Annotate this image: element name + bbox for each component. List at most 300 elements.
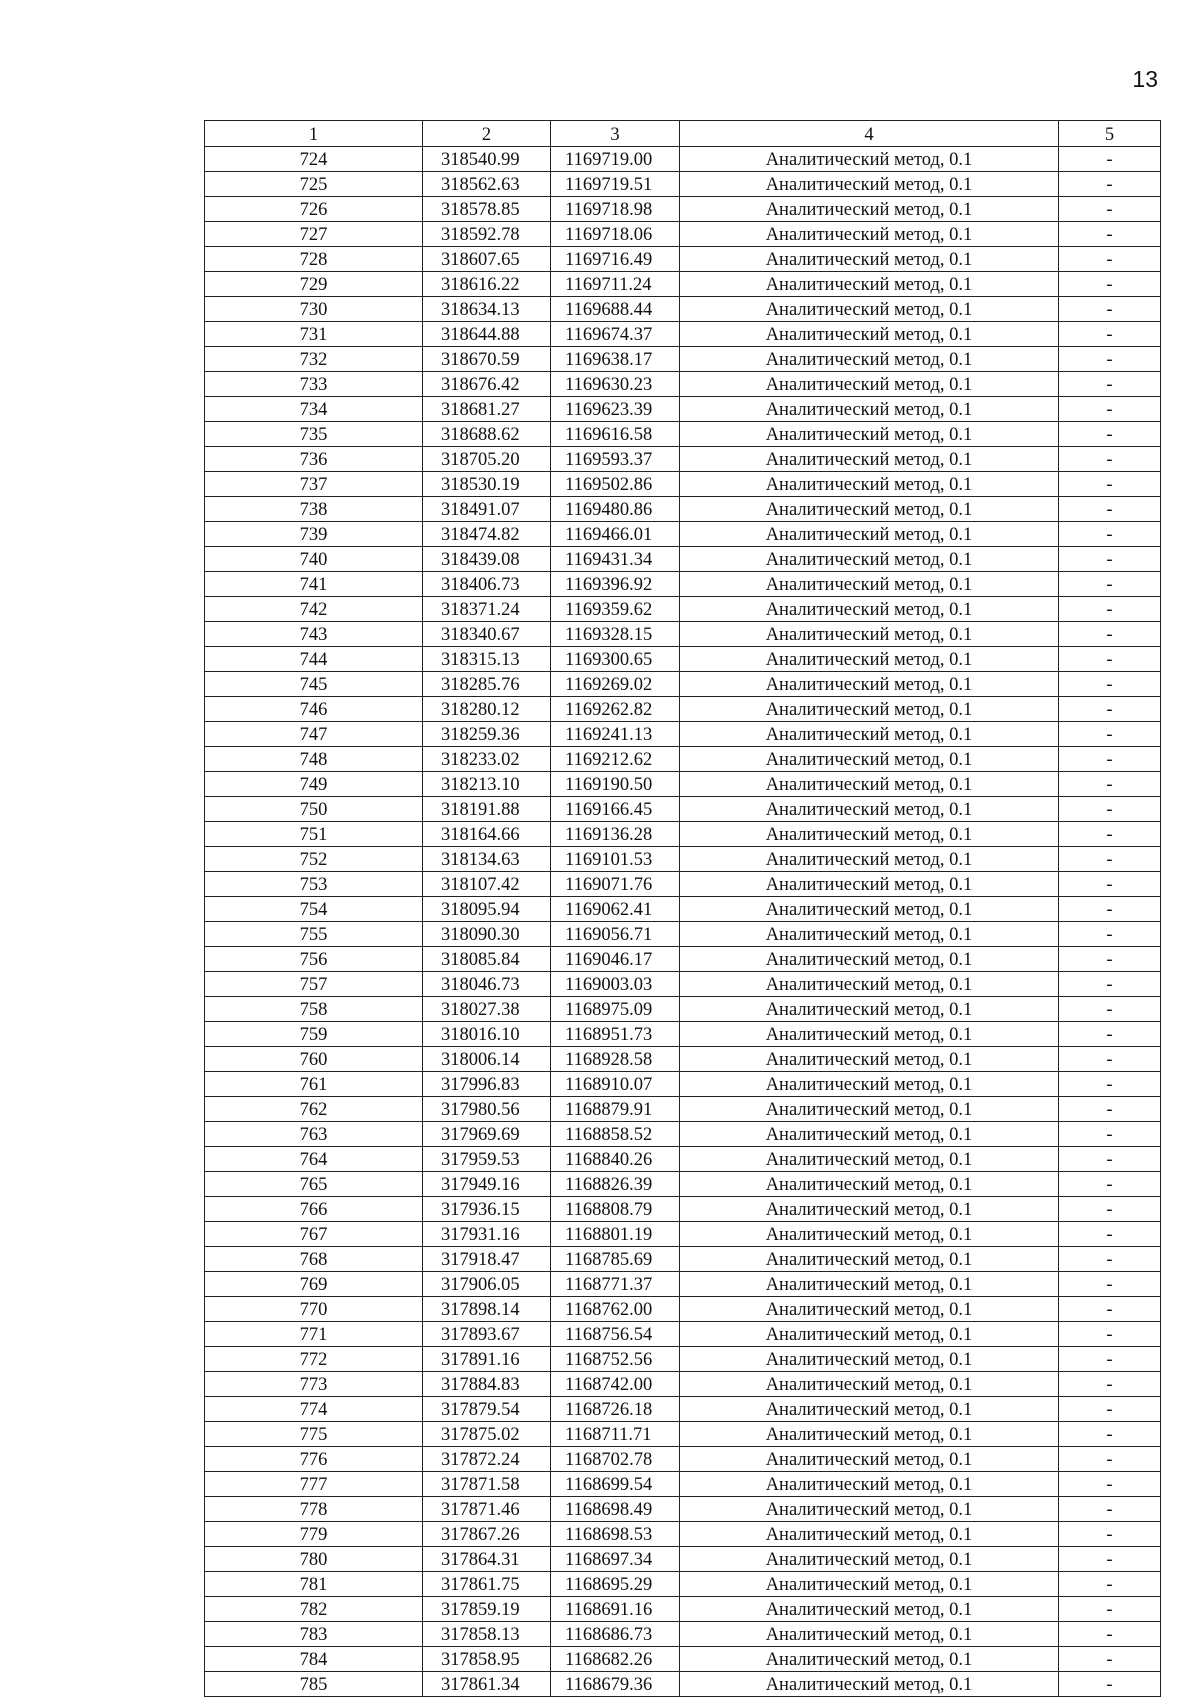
note-cell: - [1059, 372, 1161, 397]
x-coordinate-cell: 317949.16 [423, 1172, 551, 1197]
y-coordinate-cell: 1169718.06 [551, 222, 680, 247]
method-cell: Аналитический метод, 0.1 [680, 822, 1059, 847]
table-row [205, 1072, 1161, 1097]
y-coordinate-cell: 1168691.16 [551, 1597, 680, 1622]
x-coordinate-cell: 318578.85 [423, 197, 551, 222]
method-cell: Аналитический метод, 0.1 [680, 247, 1059, 272]
y-coordinate-cell: 1169136.28 [551, 822, 680, 847]
table-row [205, 1322, 1161, 1347]
point-number-cell: 739 [205, 522, 423, 547]
y-coordinate-cell: 1169166.45 [551, 797, 680, 822]
table-row [205, 172, 1161, 197]
y-coordinate-cell: 1168928.58 [551, 1047, 680, 1072]
note-cell: - [1059, 1097, 1161, 1122]
point-number-cell: 729 [205, 272, 423, 297]
x-coordinate-cell: 318085.84 [423, 947, 551, 972]
x-coordinate-cell: 318371.24 [423, 597, 551, 622]
x-coordinate-cell: 318562.63 [423, 172, 551, 197]
y-coordinate-cell: 1169359.62 [551, 597, 680, 622]
table-row [205, 1647, 1161, 1672]
x-coordinate-cell: 318315.13 [423, 647, 551, 672]
x-coordinate-cell: 318164.66 [423, 822, 551, 847]
point-number-cell: 774 [205, 1397, 423, 1422]
note-cell: - [1059, 1147, 1161, 1172]
x-coordinate-cell: 318607.65 [423, 247, 551, 272]
method-cell: Аналитический метод, 0.1 [680, 847, 1059, 872]
point-number-cell: 742 [205, 597, 423, 622]
note-cell: - [1059, 547, 1161, 572]
x-coordinate-cell: 317879.54 [423, 1397, 551, 1422]
table-row [205, 897, 1161, 922]
y-coordinate-cell: 1168698.49 [551, 1497, 680, 1522]
x-coordinate-cell: 318681.27 [423, 397, 551, 422]
table-row [205, 222, 1161, 247]
table-row [205, 497, 1161, 522]
method-cell: Аналитический метод, 0.1 [680, 197, 1059, 222]
x-coordinate-cell: 318592.78 [423, 222, 551, 247]
method-cell: Аналитический метод, 0.1 [680, 1497, 1059, 1522]
table-row [205, 1097, 1161, 1122]
point-number-cell: 761 [205, 1072, 423, 1097]
method-cell: Аналитический метод, 0.1 [680, 747, 1059, 772]
x-coordinate-cell: 318540.99 [423, 147, 551, 172]
method-cell: Аналитический метод, 0.1 [680, 422, 1059, 447]
note-cell: - [1059, 922, 1161, 947]
point-number-cell: 728 [205, 247, 423, 272]
header-col-2: 2 [423, 121, 551, 147]
y-coordinate-cell: 1168697.34 [551, 1547, 680, 1572]
table-row [205, 1172, 1161, 1197]
table-row [205, 1672, 1161, 1697]
table-row [205, 1147, 1161, 1172]
table-row [205, 422, 1161, 447]
note-cell: - [1059, 1297, 1161, 1322]
coordinates-table [204, 120, 1161, 1697]
y-coordinate-cell: 1168826.39 [551, 1172, 680, 1197]
y-coordinate-cell: 1169062.41 [551, 897, 680, 922]
y-coordinate-cell: 1169466.01 [551, 522, 680, 547]
table-row [205, 847, 1161, 872]
point-number-cell: 737 [205, 472, 423, 497]
y-coordinate-cell: 1169719.00 [551, 147, 680, 172]
note-cell: - [1059, 797, 1161, 822]
note-cell: - [1059, 272, 1161, 297]
method-cell: Аналитический метод, 0.1 [680, 522, 1059, 547]
note-cell: - [1059, 847, 1161, 872]
x-coordinate-cell: 318340.67 [423, 622, 551, 647]
method-cell: Аналитический метод, 0.1 [680, 272, 1059, 297]
point-number-cell: 724 [205, 147, 423, 172]
y-coordinate-cell: 1169396.92 [551, 572, 680, 597]
table-row [205, 1497, 1161, 1522]
note-cell: - [1059, 1372, 1161, 1397]
x-coordinate-cell: 318016.10 [423, 1022, 551, 1047]
table-row [205, 297, 1161, 322]
y-coordinate-cell: 1169056.71 [551, 922, 680, 947]
y-coordinate-cell: 1168808.79 [551, 1197, 680, 1222]
note-cell: - [1059, 1272, 1161, 1297]
note-cell: - [1059, 697, 1161, 722]
x-coordinate-cell: 317931.16 [423, 1222, 551, 1247]
point-number-cell: 775 [205, 1422, 423, 1447]
point-number-cell: 776 [205, 1447, 423, 1472]
point-number-cell: 746 [205, 697, 423, 722]
y-coordinate-cell: 1168762.00 [551, 1297, 680, 1322]
y-coordinate-cell: 1169711.24 [551, 272, 680, 297]
point-number-cell: 753 [205, 872, 423, 897]
point-number-cell: 782 [205, 1597, 423, 1622]
note-cell: - [1059, 1322, 1161, 1347]
y-coordinate-cell: 1169718.98 [551, 197, 680, 222]
x-coordinate-cell: 317884.83 [423, 1372, 551, 1397]
table-row [205, 797, 1161, 822]
table-row [205, 747, 1161, 772]
y-coordinate-cell: 1169269.02 [551, 672, 680, 697]
table-row [205, 997, 1161, 1022]
table-row [205, 322, 1161, 347]
x-coordinate-cell: 318090.30 [423, 922, 551, 947]
x-coordinate-cell: 317893.67 [423, 1322, 551, 1347]
method-cell: Аналитический метод, 0.1 [680, 1397, 1059, 1422]
note-cell: - [1059, 1172, 1161, 1197]
point-number-cell: 731 [205, 322, 423, 347]
method-cell: Аналитический метод, 0.1 [680, 1272, 1059, 1297]
x-coordinate-cell: 318491.07 [423, 497, 551, 522]
x-coordinate-cell: 317871.58 [423, 1472, 551, 1497]
point-number-cell: 741 [205, 572, 423, 597]
point-number-cell: 752 [205, 847, 423, 872]
table-row [205, 1422, 1161, 1447]
method-cell: Аналитический метод, 0.1 [680, 622, 1059, 647]
note-cell: - [1059, 1047, 1161, 1072]
table-row [205, 1547, 1161, 1572]
point-number-cell: 770 [205, 1297, 423, 1322]
method-cell: Аналитический метод, 0.1 [680, 1547, 1059, 1572]
note-cell: - [1059, 572, 1161, 597]
y-coordinate-cell: 1169716.49 [551, 247, 680, 272]
table-row [205, 522, 1161, 547]
method-cell: Аналитический метод, 0.1 [680, 1597, 1059, 1622]
table-row [205, 722, 1161, 747]
note-cell: - [1059, 522, 1161, 547]
y-coordinate-cell: 1168785.69 [551, 1247, 680, 1272]
y-coordinate-cell: 1168699.54 [551, 1472, 680, 1497]
table-row [205, 772, 1161, 797]
table-row [205, 347, 1161, 372]
note-cell: - [1059, 447, 1161, 472]
y-coordinate-cell: 1168702.78 [551, 1447, 680, 1472]
method-cell: Аналитический метод, 0.1 [680, 297, 1059, 322]
note-cell: - [1059, 947, 1161, 972]
table-header [205, 121, 1161, 147]
method-cell: Аналитический метод, 0.1 [680, 1172, 1059, 1197]
point-number-cell: 727 [205, 222, 423, 247]
table-row [205, 1247, 1161, 1272]
point-number-cell: 732 [205, 347, 423, 372]
x-coordinate-cell: 317898.14 [423, 1297, 551, 1322]
method-cell: Аналитический метод, 0.1 [680, 1197, 1059, 1222]
method-cell: Аналитический метод, 0.1 [680, 1297, 1059, 1322]
x-coordinate-cell: 318406.73 [423, 572, 551, 597]
table-row [205, 1472, 1161, 1497]
x-coordinate-cell: 318259.36 [423, 722, 551, 747]
note-cell: - [1059, 1672, 1161, 1697]
point-number-cell: 771 [205, 1322, 423, 1347]
note-cell: - [1059, 672, 1161, 697]
y-coordinate-cell: 1168801.19 [551, 1222, 680, 1247]
x-coordinate-cell: 318670.59 [423, 347, 551, 372]
table-row [205, 822, 1161, 847]
x-coordinate-cell: 317906.05 [423, 1272, 551, 1297]
y-coordinate-cell: 1169480.86 [551, 497, 680, 522]
table-row [205, 647, 1161, 672]
y-coordinate-cell: 1169674.37 [551, 322, 680, 347]
y-coordinate-cell: 1169719.51 [551, 172, 680, 197]
point-number-cell: 751 [205, 822, 423, 847]
note-cell: - [1059, 772, 1161, 797]
method-cell: Аналитический метод, 0.1 [680, 697, 1059, 722]
y-coordinate-cell: 1169593.37 [551, 447, 680, 472]
note-cell: - [1059, 222, 1161, 247]
y-coordinate-cell: 1169046.17 [551, 947, 680, 972]
table-row [205, 1447, 1161, 1472]
y-coordinate-cell: 1168686.73 [551, 1622, 680, 1647]
x-coordinate-cell: 317864.31 [423, 1547, 551, 1572]
table-row [205, 947, 1161, 972]
x-coordinate-cell: 318191.88 [423, 797, 551, 822]
method-cell: Аналитический метод, 0.1 [680, 1147, 1059, 1172]
note-cell: - [1059, 597, 1161, 622]
x-coordinate-cell: 317969.69 [423, 1122, 551, 1147]
table-row [205, 1347, 1161, 1372]
note-cell: - [1059, 822, 1161, 847]
note-cell: - [1059, 172, 1161, 197]
y-coordinate-cell: 1169630.23 [551, 372, 680, 397]
x-coordinate-cell: 318027.38 [423, 997, 551, 1022]
point-number-cell: 750 [205, 797, 423, 822]
table-row [205, 372, 1161, 397]
table-row [205, 1122, 1161, 1147]
note-cell: - [1059, 1422, 1161, 1447]
y-coordinate-cell: 1168695.29 [551, 1572, 680, 1597]
table-row [205, 1272, 1161, 1297]
note-cell: - [1059, 622, 1161, 647]
note-cell: - [1059, 497, 1161, 522]
note-cell: - [1059, 347, 1161, 372]
x-coordinate-cell: 317872.24 [423, 1447, 551, 1472]
method-cell: Аналитический метод, 0.1 [680, 1122, 1059, 1147]
note-cell: - [1059, 1347, 1161, 1372]
table-row [205, 622, 1161, 647]
point-number-cell: 754 [205, 897, 423, 922]
x-coordinate-cell: 317891.16 [423, 1347, 551, 1372]
point-number-cell: 765 [205, 1172, 423, 1197]
method-cell: Аналитический метод, 0.1 [680, 1347, 1059, 1372]
point-number-cell: 759 [205, 1022, 423, 1047]
method-cell: Аналитический метод, 0.1 [680, 372, 1059, 397]
note-cell: - [1059, 1522, 1161, 1547]
note-cell: - [1059, 747, 1161, 772]
method-cell: Аналитический метод, 0.1 [680, 647, 1059, 672]
method-cell: Аналитический метод, 0.1 [680, 597, 1059, 622]
x-coordinate-cell: 318644.88 [423, 322, 551, 347]
method-cell: Аналитический метод, 0.1 [680, 772, 1059, 797]
note-cell: - [1059, 647, 1161, 672]
x-coordinate-cell: 318439.08 [423, 547, 551, 572]
x-coordinate-cell: 318530.19 [423, 472, 551, 497]
x-coordinate-cell: 317859.19 [423, 1597, 551, 1622]
table-row [205, 247, 1161, 272]
note-cell: - [1059, 1397, 1161, 1422]
y-coordinate-cell: 1169623.39 [551, 397, 680, 422]
y-coordinate-cell: 1168858.52 [551, 1122, 680, 1147]
table-row [205, 1572, 1161, 1597]
table-row [205, 1397, 1161, 1422]
y-coordinate-cell: 1168679.36 [551, 1672, 680, 1697]
method-cell: Аналитический метод, 0.1 [680, 972, 1059, 997]
point-number-cell: 767 [205, 1222, 423, 1247]
x-coordinate-cell: 318634.13 [423, 297, 551, 322]
note-cell: - [1059, 1547, 1161, 1572]
note-cell: - [1059, 1472, 1161, 1497]
point-number-cell: 777 [205, 1472, 423, 1497]
table-row [205, 147, 1161, 172]
method-cell: Аналитический метод, 0.1 [680, 947, 1059, 972]
note-cell: - [1059, 1072, 1161, 1097]
y-coordinate-cell: 1168910.07 [551, 1072, 680, 1097]
note-cell: - [1059, 397, 1161, 422]
table-row [205, 872, 1161, 897]
method-cell: Аналитический метод, 0.1 [680, 447, 1059, 472]
y-coordinate-cell: 1168752.56 [551, 1347, 680, 1372]
table-row [205, 572, 1161, 597]
x-coordinate-cell: 318134.63 [423, 847, 551, 872]
x-coordinate-cell: 318107.42 [423, 872, 551, 897]
method-cell: Аналитический метод, 0.1 [680, 1472, 1059, 1497]
method-cell: Аналитический метод, 0.1 [680, 1322, 1059, 1347]
point-number-cell: 779 [205, 1522, 423, 1547]
note-cell: - [1059, 1647, 1161, 1672]
y-coordinate-cell: 1169688.44 [551, 297, 680, 322]
point-number-cell: 757 [205, 972, 423, 997]
x-coordinate-cell: 318474.82 [423, 522, 551, 547]
table-row [205, 1372, 1161, 1397]
y-coordinate-cell: 1168756.54 [551, 1322, 680, 1347]
note-cell: - [1059, 1497, 1161, 1522]
point-number-cell: 781 [205, 1572, 423, 1597]
note-cell: - [1059, 422, 1161, 447]
x-coordinate-cell: 317861.34 [423, 1672, 551, 1697]
y-coordinate-cell: 1169212.62 [551, 747, 680, 772]
x-coordinate-cell: 318676.42 [423, 372, 551, 397]
y-coordinate-cell: 1169638.17 [551, 347, 680, 372]
x-coordinate-cell: 317867.26 [423, 1522, 551, 1547]
x-coordinate-cell: 317936.15 [423, 1197, 551, 1222]
method-cell: Аналитический метод, 0.1 [680, 497, 1059, 522]
table-row [205, 1522, 1161, 1547]
method-cell: Аналитический метод, 0.1 [680, 322, 1059, 347]
note-cell: - [1059, 472, 1161, 497]
method-cell: Аналитический метод, 0.1 [680, 1072, 1059, 1097]
point-number-cell: 764 [205, 1147, 423, 1172]
x-coordinate-cell: 317996.83 [423, 1072, 551, 1097]
x-coordinate-cell: 317871.46 [423, 1497, 551, 1522]
x-coordinate-cell: 318688.62 [423, 422, 551, 447]
table-row [205, 597, 1161, 622]
table-row [205, 1022, 1161, 1047]
method-cell: Аналитический метод, 0.1 [680, 1372, 1059, 1397]
note-cell: - [1059, 1572, 1161, 1597]
method-cell: Аналитический метод, 0.1 [680, 1047, 1059, 1072]
point-number-cell: 740 [205, 547, 423, 572]
note-cell: - [1059, 1122, 1161, 1147]
point-number-cell: 736 [205, 447, 423, 472]
note-cell: - [1059, 1022, 1161, 1047]
point-number-cell: 758 [205, 997, 423, 1022]
note-cell: - [1059, 1447, 1161, 1472]
method-cell: Аналитический метод, 0.1 [680, 572, 1059, 597]
point-number-cell: 734 [205, 397, 423, 422]
table-row [205, 1197, 1161, 1222]
table-row [205, 1047, 1161, 1072]
point-number-cell: 748 [205, 747, 423, 772]
point-number-cell: 749 [205, 772, 423, 797]
note-cell: - [1059, 1197, 1161, 1222]
note-cell: - [1059, 1247, 1161, 1272]
x-coordinate-cell: 318006.14 [423, 1047, 551, 1072]
y-coordinate-cell: 1168840.26 [551, 1147, 680, 1172]
table-row [205, 1297, 1161, 1322]
x-coordinate-cell: 318046.73 [423, 972, 551, 997]
y-coordinate-cell: 1168975.09 [551, 997, 680, 1022]
header-col-5: 5 [1059, 121, 1161, 147]
note-cell: - [1059, 197, 1161, 222]
method-cell: Аналитический метод, 0.1 [680, 1672, 1059, 1697]
point-number-cell: 725 [205, 172, 423, 197]
method-cell: Аналитический метод, 0.1 [680, 1422, 1059, 1447]
y-coordinate-cell: 1169003.03 [551, 972, 680, 997]
point-number-cell: 744 [205, 647, 423, 672]
y-coordinate-cell: 1168682.26 [551, 1647, 680, 1672]
method-cell: Аналитический метод, 0.1 [680, 872, 1059, 897]
method-cell: Аналитический метод, 0.1 [680, 472, 1059, 497]
x-coordinate-cell: 317875.02 [423, 1422, 551, 1447]
note-cell: - [1059, 247, 1161, 272]
table-row [205, 697, 1161, 722]
point-number-cell: 735 [205, 422, 423, 447]
y-coordinate-cell: 1168711.71 [551, 1422, 680, 1447]
point-number-cell: 766 [205, 1197, 423, 1222]
method-cell: Аналитический метод, 0.1 [680, 1097, 1059, 1122]
point-number-cell: 745 [205, 672, 423, 697]
method-cell: Аналитический метод, 0.1 [680, 997, 1059, 1022]
note-cell: - [1059, 972, 1161, 997]
y-coordinate-cell: 1169190.50 [551, 772, 680, 797]
method-cell: Аналитический метод, 0.1 [680, 922, 1059, 947]
y-coordinate-cell: 1169300.65 [551, 647, 680, 672]
x-coordinate-cell: 317858.95 [423, 1647, 551, 1672]
point-number-cell: 762 [205, 1097, 423, 1122]
x-coordinate-cell: 318213.10 [423, 772, 551, 797]
y-coordinate-cell: 1169328.15 [551, 622, 680, 647]
point-number-cell: 778 [205, 1497, 423, 1522]
method-cell: Аналитический метод, 0.1 [680, 147, 1059, 172]
method-cell: Аналитический метод, 0.1 [680, 1022, 1059, 1047]
table-row [205, 447, 1161, 472]
note-cell: - [1059, 1622, 1161, 1647]
point-number-cell: 773 [205, 1372, 423, 1397]
y-coordinate-cell: 1168698.53 [551, 1522, 680, 1547]
